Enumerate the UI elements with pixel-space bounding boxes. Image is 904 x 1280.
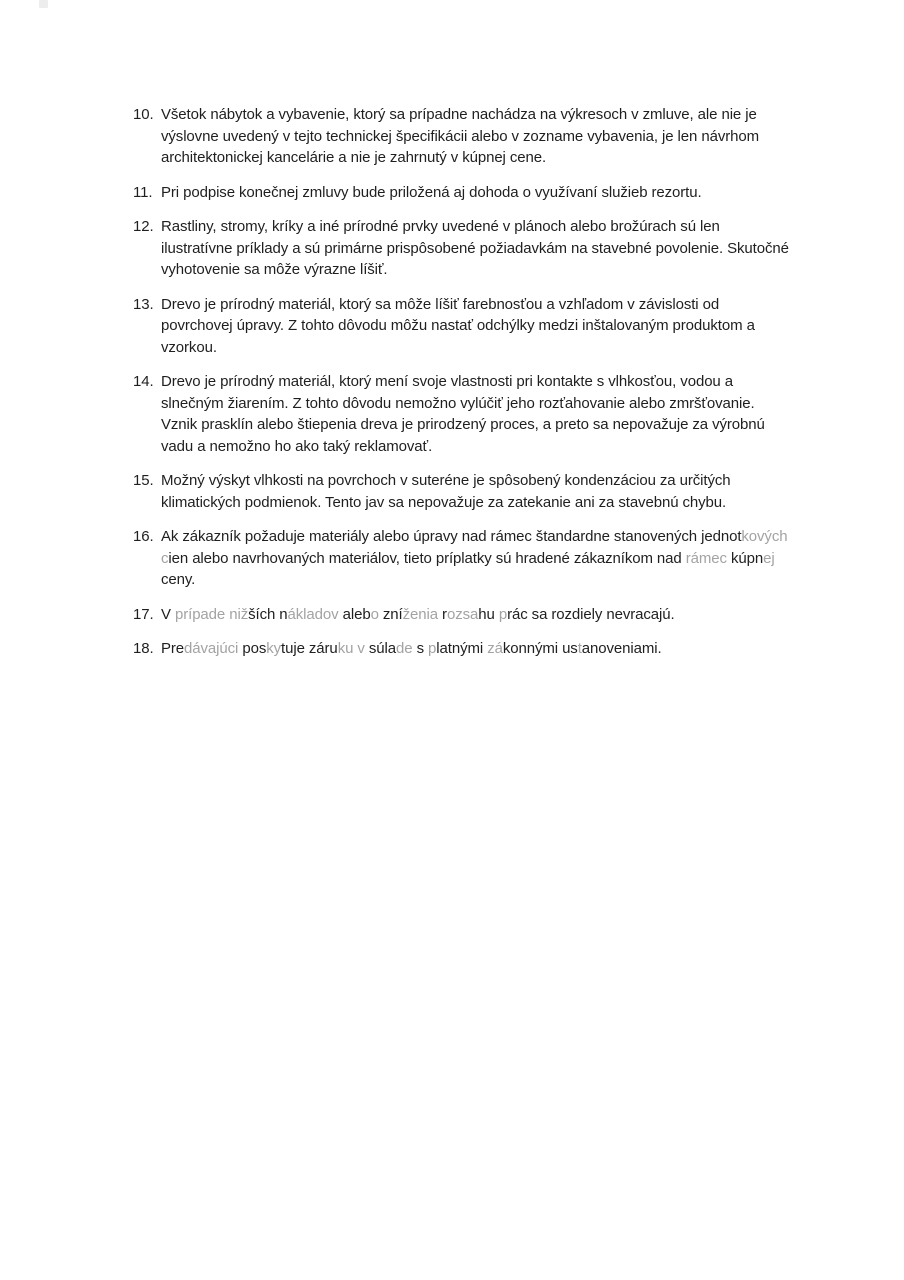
text-segment: o [370,605,383,623]
item-text [161,470,791,513]
item-number: 14. [133,373,154,390]
text-segment: hu [478,605,499,623]
text-segment: súla [368,640,396,657]
text-segment: ien alebo navrhovaných materiálov, tieto príplatky sú hradené zákazníkom nad [168,549,686,567]
text-segment: zá [487,640,503,657]
text-segment: ákladov [287,605,343,623]
document-body [133,104,793,673]
list-item [133,638,793,660]
text-segment: ozsa [446,605,479,623]
text-segment: Pre [161,640,185,657]
text-segment: ženia [402,605,443,623]
list-item [133,604,793,626]
item-number: 18. [133,640,154,657]
text-segment: zní [382,605,403,623]
item-text [161,294,791,359]
text-segment: ších n [248,605,288,623]
text-segment: tuje záru [281,640,338,657]
text-segment: kúpn [726,549,764,567]
item-number: 12. [133,218,154,235]
text-segment: Ak zákazník požaduje materiály alebo úpravy nad rámec štandardne stanovených jednot [161,528,742,545]
item-text [161,638,791,660]
text-segment: Drevo je prírodný materiál, ktorý mení svoje vlastnosti pri kontakte s vlhkosťou, vodou a slnečným žiarením. Z tohto dôvodu nemožno vylúčiť jeho rozťahovanie alebo zmršťovanie. Vznik prasklín alebo štiepenia dreva je prirodzený proces, a preto sa nepovažuje za výrobnú vadu a nemožno ho ako taký reklamovať. [161,373,765,455]
item-text [161,182,791,204]
text-segment: s [412,640,429,657]
list-item [133,470,793,513]
text-segment: ceny. [161,571,196,588]
list-item [133,371,793,457]
text-segment: konnými us [502,640,578,657]
text-segment: dávajúci [184,640,239,657]
text-segment: Rastliny, stromy, kríky a iné prírodné prvky uvedené v plánoch alebo brožúrach sú len ilustratívne príklady a sú primárne prispôsobené požiadavkám na stavebné povolenie. Skutočné vyhotovenie sa môže výrazne líšiť. [161,218,789,278]
list-item [133,294,793,359]
text-segment: pos [238,640,267,657]
list-item [133,182,793,204]
text-segment: ku v [337,640,369,657]
text-segment: V [161,605,175,623]
text-segment: Pri podpise konečnej zmluvy bude priložená aj dohoda o využívaní služieb rezortu. [161,183,702,201]
list-item [133,216,793,281]
text-segment: ej [763,549,775,567]
scan-artifact-mark [39,0,48,8]
list-item [133,104,793,169]
item-text [161,526,791,591]
item-text [161,104,791,169]
text-segment: Všetok nábytok a vybavenie, ktorý sa prípadne nachádza na výkresoch v zmluve, ale nie je výslovne uvedený v tejto technickej špecifikácii alebo v zozname vybavenia, je len návrhom architektonickej kancelárie a nie je zahrnutý v kúpnej cene. [161,106,759,166]
text-segment: p [498,605,508,623]
item-number: 15. [133,472,154,489]
text-segment: p [428,640,437,657]
item-text [161,371,791,457]
list-item [133,526,793,591]
text-segment: de [396,640,413,657]
text-segment: ky [266,640,282,657]
text-segment: Drevo je prírodný materiál, ktorý sa môže líšiť farebnosťou a vzhľadom v závislosti od povrchovej úpravy. Z tohto dôvodu môžu nastať odchýlky medzi inštalovaným produktom a vzorkou. [161,295,755,356]
text-segment: rác sa rozdiely nevracajú. [507,605,675,623]
text-segment: Možný výskyt vlhkosti na povrchoch v suteréne je spôsobený kondenzáciou za určitých klimatických podmienok. Tento jav sa nepovažuje za zatekanie ani za stavebnú chybu. [161,472,731,511]
item-number: 16. [133,528,154,545]
item-text [161,216,791,281]
text-segment: anoveniami. [581,640,662,657]
item-text [161,604,791,626]
item-number: 10. [133,106,154,123]
item-number: 11. [133,183,153,201]
text-segment: rámec [685,549,727,567]
text-segment: t [577,640,582,657]
item-number: 13. [133,295,154,313]
text-segment: prípade niž [174,605,249,623]
text-segment: kových c [161,528,788,567]
item-number: 17. [133,605,154,623]
text-segment: r [442,605,447,623]
text-segment: latnými [436,640,488,657]
numbered-list [133,104,793,660]
text-segment: aleb [342,605,371,623]
